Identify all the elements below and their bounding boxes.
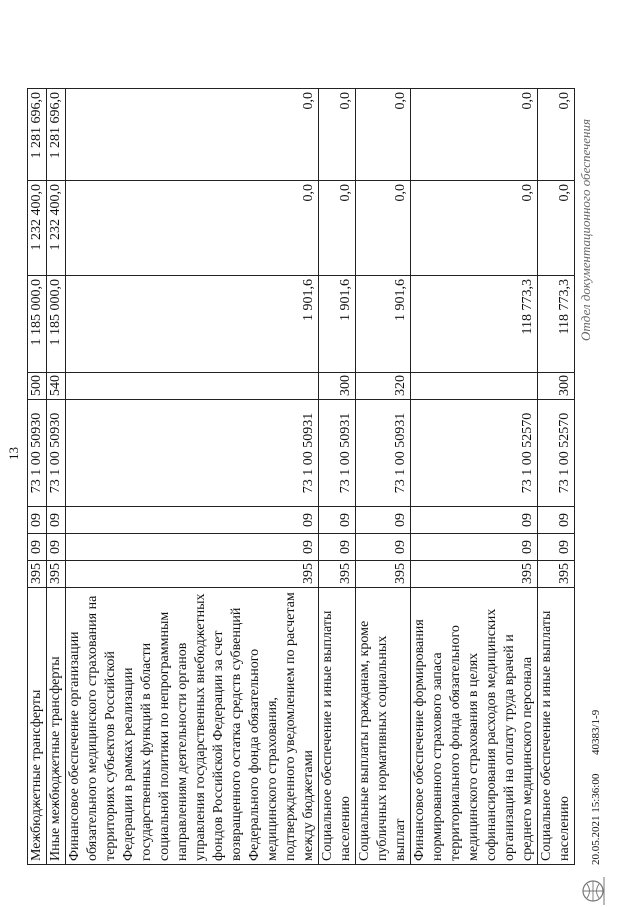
cell-year-2: 0,0 xyxy=(319,181,356,276)
cell-target-code: 73 1 00 50930 xyxy=(28,400,47,507)
cell-year-3: 1 281 696,0 xyxy=(28,89,47,181)
table-row xyxy=(538,89,575,865)
cell-year-1: 1 185 000,0 xyxy=(47,276,66,373)
cell-glava: 395 xyxy=(28,561,47,588)
cell-section: 09 xyxy=(319,534,356,561)
cell-year-1: 1 185 000,0 xyxy=(28,276,47,373)
cell-expense-type xyxy=(66,373,319,400)
table-row xyxy=(411,89,538,865)
cell-year-3: 0,0 xyxy=(411,89,538,181)
budget-table xyxy=(27,88,575,865)
cell-glava: 395 xyxy=(66,561,319,588)
cell-subsection: 09 xyxy=(356,507,411,534)
cell-year-2: 0,0 xyxy=(356,181,411,276)
row-name: Социальное обеспечение и иные выплаты населению xyxy=(319,588,356,865)
cell-glava: 395 xyxy=(356,561,411,588)
cell-year-1: 1 901,6 xyxy=(356,276,411,373)
cell-year-3: 1 281 696,0 xyxy=(47,89,66,181)
cell-year-2: 1 232 400,0 xyxy=(28,181,47,276)
row-name: Иные межбюджетные трансферты xyxy=(47,588,66,865)
cell-target-code: 73 1 00 52570 xyxy=(538,400,575,507)
cell-year-3: 0,0 xyxy=(356,89,411,181)
cell-subsection: 09 xyxy=(47,507,66,534)
table-row xyxy=(319,89,356,865)
cell-glava: 395 xyxy=(319,561,356,588)
cell-target-code: 73 1 00 50931 xyxy=(319,400,356,507)
cell-section: 09 xyxy=(538,534,575,561)
cell-expense-type: 320 xyxy=(356,373,411,400)
cell-subsection: 09 xyxy=(411,507,538,534)
cell-subsection: 09 xyxy=(319,507,356,534)
row-name: Финансовое обеспечение формирования нормированного страхового запаса территориального фонда обязательного медицинского страхования в целях софинансирования расходов медицинских организаций на оплату труда врачей и среднего медицинского персонала xyxy=(411,588,538,865)
cell-year-2: 0,0 xyxy=(411,181,538,276)
cell-target-code: 73 1 00 52570 xyxy=(411,400,538,507)
row-name: Финансовое обеспечение организации обязательного медицинского страхования на территориях субъектов Российской Федерации в рамках реализации государственных функций в области социальной политики по непрограммным направлениям деятельности органов управления государственных внебюджетных фондов Российской Федерации за счет возвращенного остатка средств субвенций Федерального фонда обязательного медицинского страхования, подтвержденного уведомлением по расчетам между бюджетами xyxy=(66,588,319,865)
table-row xyxy=(28,89,47,865)
cell-year-2: 1 232 400,0 xyxy=(47,181,66,276)
cell-section: 09 xyxy=(411,534,538,561)
organization-logo-icon xyxy=(578,875,611,907)
row-name: Межбюджетные трансферты xyxy=(28,588,47,865)
row-name: Социальное обеспечение и иные выплаты населению xyxy=(538,588,575,865)
cell-year-2: 0,0 xyxy=(66,181,319,276)
cell-section: 09 xyxy=(47,534,66,561)
cell-expense-type: 500 xyxy=(28,373,47,400)
cell-section: 09 xyxy=(356,534,411,561)
cell-expense-type: 540 xyxy=(47,373,66,400)
cell-year-2: 0,0 xyxy=(538,181,575,276)
cell-year-3: 0,0 xyxy=(319,89,356,181)
cell-expense-type xyxy=(411,373,538,400)
cell-year-3: 0,0 xyxy=(66,89,319,181)
cell-target-code: 73 1 00 50930 xyxy=(47,400,66,507)
cell-subsection: 09 xyxy=(28,507,47,534)
footer-timestamp: 20.05.2021 15:36:00 xyxy=(590,773,602,865)
table-row xyxy=(66,89,319,865)
cell-glava: 395 xyxy=(47,561,66,588)
cell-subsection: 09 xyxy=(66,507,319,534)
cell-year-3: 0,0 xyxy=(538,89,575,181)
table-row xyxy=(47,89,66,865)
row-name: Социальные выплаты гражданам, кроме публичных нормативных социальных выплат xyxy=(356,588,411,865)
page-number: 13 xyxy=(6,447,21,460)
footer-doc-number: 40383/1-9 xyxy=(590,709,602,755)
table-row xyxy=(356,89,411,865)
cell-section: 09 xyxy=(28,534,47,561)
cell-subsection: 09 xyxy=(538,507,575,534)
cell-section: 09 xyxy=(66,534,319,561)
cell-target-code: 73 1 00 50931 xyxy=(66,400,319,507)
cell-year-1: 118 773,3 xyxy=(538,276,575,373)
cell-expense-type: 300 xyxy=(538,373,575,400)
cell-year-1: 1 901,6 xyxy=(319,276,356,373)
cell-glava: 395 xyxy=(538,561,575,588)
cell-year-1: 1 901,6 xyxy=(66,276,319,373)
cell-glava: 395 xyxy=(411,561,538,588)
cell-year-1: 118 773,3 xyxy=(411,276,538,373)
department-stamp: Отдел документационного обеспечения xyxy=(578,118,593,342)
cell-expense-type: 300 xyxy=(319,373,356,400)
cell-target-code: 73 1 00 50931 xyxy=(356,400,411,507)
